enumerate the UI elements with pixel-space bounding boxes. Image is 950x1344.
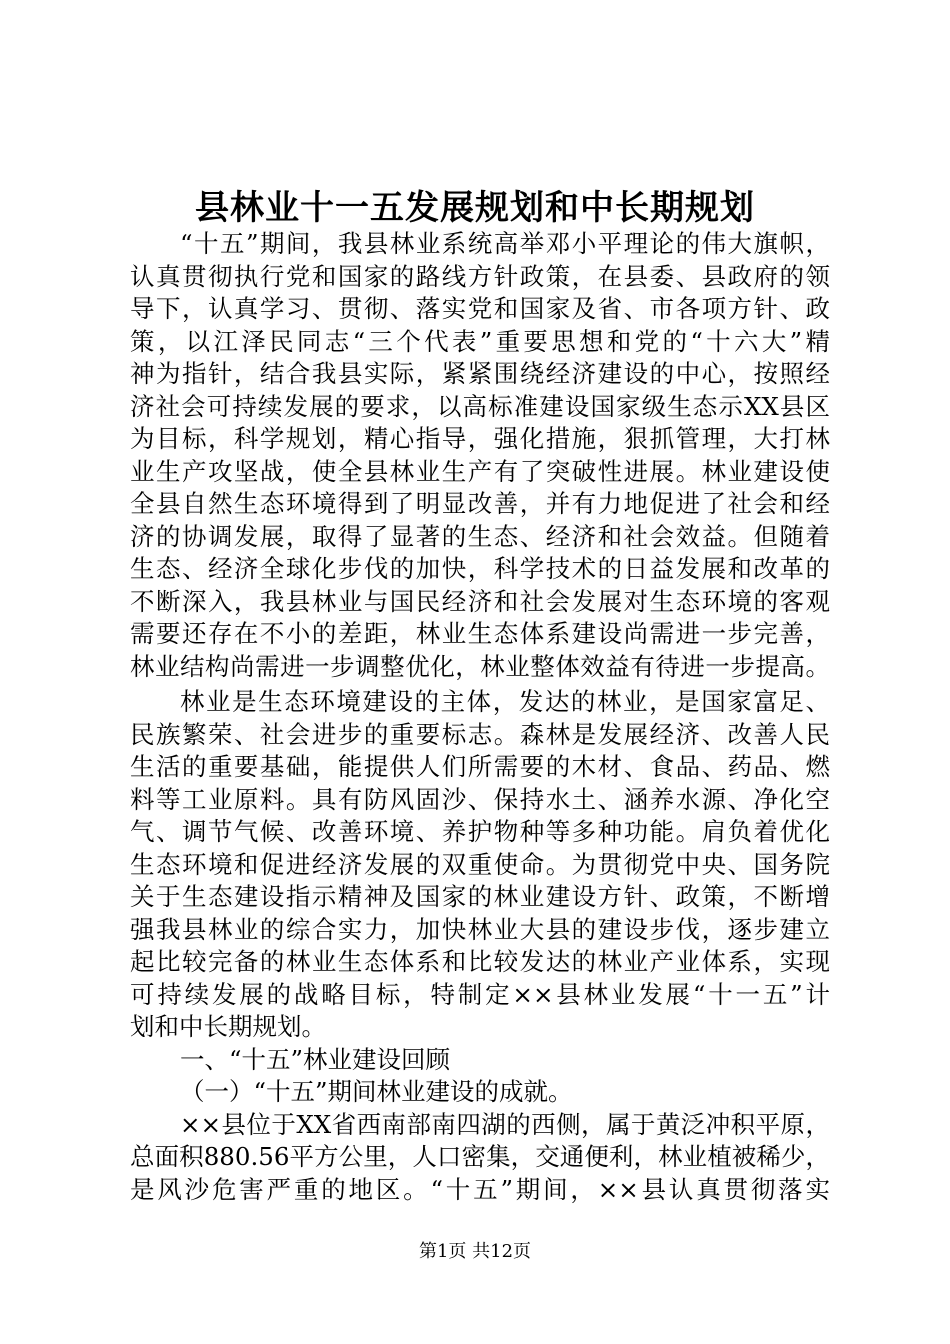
paragraph-line: 民族繁荣、社会进步的重要标志。森林是发展经济、改善人民	[130, 719, 830, 749]
page-footer: 第1页 共12页	[418, 1241, 532, 1262]
paragraph-line: 起比较完备的林业生态体系和比较发达的林业产业体系，实现	[130, 947, 830, 976]
paragraph-line: 关于生态建设指示精神及国家的林业建设方针、政策，不断增	[130, 882, 830, 911]
paragraph-line: 总面积880.56平方公里，人口密集，交通便利，林业植被稀少，	[130, 1142, 830, 1171]
paragraph-line: 导下，认真学习、贯彻、落实党和国家及省、市各项方针、政	[130, 294, 830, 323]
subsection-heading: （一）“十五”期间林业建设的成就。	[180, 1077, 573, 1106]
paragraph-line: 业生产攻坚战，使全县林业生产有了突破性进展。林业建设使	[130, 456, 830, 486]
paragraph-line: 可持续发展的战略目标，特制定××县林业发展“十一五”计	[130, 979, 830, 1009]
paragraph-line: 认真贯彻执行党和国家的路线方针政策，在县委、县政府的领	[130, 261, 830, 291]
paragraph-line: 济社会可持续发展的要求，以高标准建设国家级生态示XX县区	[130, 391, 830, 421]
paragraph-intro	[130, 228, 830, 683]
paragraph-line: 生活的重要基础，能提供人们所需要的木材、食品、药品、燃	[130, 752, 830, 781]
paragraph-line: 料等工业原料。具有防风固沙、保持水土、涵养水源、净化空	[130, 784, 830, 814]
paragraph-line: “十五”期间，我县林业系统高举邓小平理论的伟大旗帜，	[180, 229, 830, 258]
paragraph-line: 林业结构尚需进一步调整优化，林业整体效益有待进一步提高。	[130, 651, 830, 681]
paragraph-line: ××县位于XX省西南部南四湖的西侧，属于黄泛冲积平原，	[180, 1109, 830, 1139]
paragraph-line: 强我县林业的综合实力，加快林业大县的建设步伐，逐步建立	[130, 914, 830, 944]
paragraph-line: 需要还存在不小的差距，林业生态体系建设尚需进一步完善，	[130, 619, 830, 648]
document-title: 县林业十一五发展规划和中长期规划	[195, 188, 755, 228]
paragraph-line: 气、调节气候、改善环境、养护物种等多种功能。肩负着优化	[130, 817, 830, 846]
paragraph-line: 生态环境和促进经济发展的双重使命。为贯彻党中央、国务院	[130, 849, 830, 879]
paragraph-line: 是风沙危害严重的地区。“十五”期间，××县认真贯彻落实	[130, 1174, 830, 1204]
paragraph-line: 林业是生态环境建设的主体，发达的林业，是国家富足、	[180, 687, 830, 716]
paragraph-line: 济的协调发展，取得了显著的生态、经济和社会效益。但随着	[130, 521, 830, 551]
paragraph-line: 神为指针，结合我县实际，紧紧围绕经济建设的中心，按照经	[130, 359, 830, 388]
paragraph-forestry-role	[130, 686, 830, 1206]
paragraph-line: 为目标，科学规划，精心指导，强化措施，狠抓管理，大打林	[130, 424, 830, 453]
paragraph-line: 生态、经济全球化步伐的加快，科学技术的日益发展和改革的	[130, 554, 830, 583]
paragraph-line: 全县自然生态环境得到了明显改善，并有力地促进了社会和经	[130, 489, 830, 518]
paragraph-line: 策，以江泽民同志“三个代表”重要思想和党的“十六大”精	[130, 326, 830, 356]
paragraph-line: 划和中长期规划。	[130, 1012, 326, 1041]
paragraph-line: 不断深入，我县林业与国民经济和社会发展对生态环境的客观	[130, 586, 830, 616]
section-heading: 一、“十五”林业建设回顾	[180, 1044, 451, 1074]
